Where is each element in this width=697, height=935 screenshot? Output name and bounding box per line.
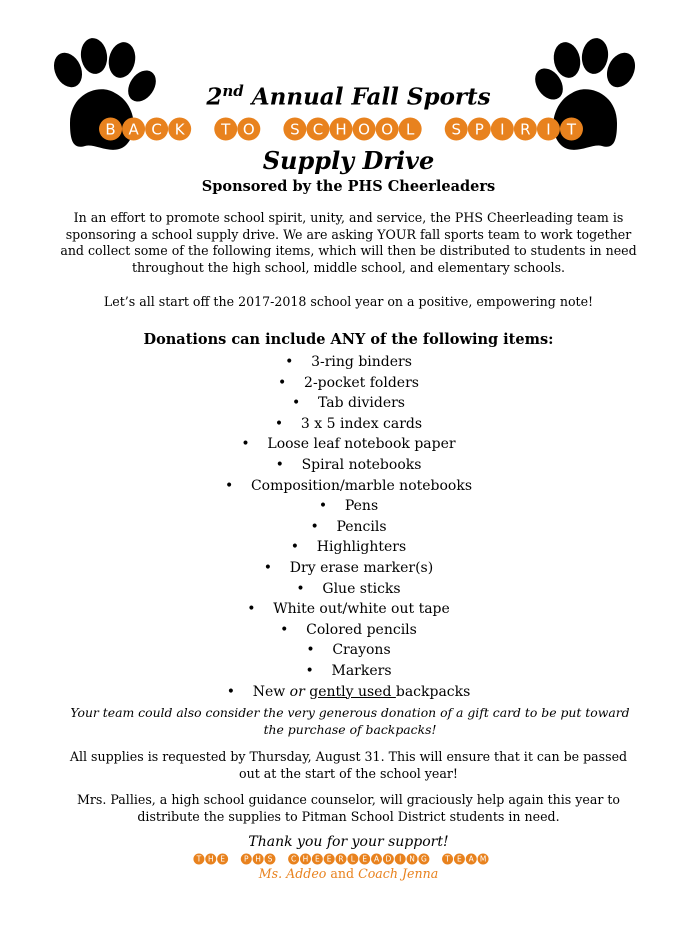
list-item-label: Crayons [332, 642, 391, 659]
banner-letter: H [302, 854, 309, 864]
banner-letter: H [255, 854, 261, 864]
banner-letter: A [468, 854, 474, 864]
deadline-paragraph: All supplies is requested by Thursday, August 31. This will ensure that it can be passed out at the start of the school year! [69, 749, 628, 781]
banner-letter: E [326, 854, 332, 864]
intro-paragraph: In an effort to promote school spirit, unity, and service, the PHS Cheerleading team is sponsoring a school supply drive. We are asking YOUR fall sports team to work together and collect some of the following items, which will then be distributed to students in need throughout the high school, middle school, and elementary schools. [60, 210, 637, 275]
list-item [0, 414, 697, 435]
banner-letter: G [420, 854, 427, 864]
list-item [0, 620, 697, 641]
banner-letter: H [335, 120, 347, 139]
list-item [0, 558, 697, 579]
banner-letter: L [350, 854, 355, 864]
banner-letter: H [207, 854, 214, 864]
bullet-icon: • [306, 642, 315, 659]
spirit-banner-letters [99, 118, 583, 141]
banner-letter: S [267, 854, 273, 864]
team-banner-letters [193, 854, 488, 865]
list-item-label: Loose leaf notebook paper [267, 436, 456, 453]
list-item [0, 476, 697, 497]
list-item [0, 640, 697, 661]
banner-letter: D [385, 854, 392, 864]
list-item [0, 537, 697, 558]
list-item [0, 517, 697, 538]
list-item-label: Tab dividers [318, 395, 405, 412]
banner-letter: T [445, 854, 450, 864]
banner-letter: P [244, 854, 249, 864]
counselor-paragraph: Mrs. Pallies, a high school guidance counselor, will graciously help again this year to distribute the supplies to Pitman School District students in need. [77, 792, 620, 824]
bullet-icon: • [292, 395, 301, 412]
banner-letter: A [128, 120, 139, 139]
bullet-icon: • [318, 498, 328, 515]
banner-letter: S [451, 120, 462, 139]
banner-letter: I [399, 854, 402, 864]
banner-letter: L [405, 120, 415, 139]
list-item [0, 434, 697, 455]
list-item [0, 579, 697, 600]
bullet-icon: • [224, 477, 234, 494]
bullet-icon: • [278, 374, 287, 391]
list-item-label: 2-pocket folders [304, 374, 419, 391]
list-item [0, 455, 697, 476]
list-item [0, 496, 697, 517]
list-item-label: Dry erase marker(s) [289, 559, 434, 576]
banner-letter: S [290, 120, 300, 139]
banner-letter: E [220, 854, 225, 864]
team-banner [193, 852, 489, 866]
list-item: • New or gently used backpacks [0, 682, 697, 703]
banner-letter: R [520, 120, 531, 139]
list-item-label: Colored pencils [306, 621, 417, 638]
list-item [0, 393, 697, 414]
bullet-icon: • [290, 539, 300, 556]
sponsor-line: Sponsored by the PHS Cheerleaders [201, 178, 496, 195]
list-item [0, 352, 697, 373]
bullet-icon: • [280, 621, 289, 638]
bullet-icon: • [226, 683, 235, 700]
banner-letter: I [500, 120, 505, 139]
banner-letter: K [174, 120, 185, 139]
list-item-label: Markers [331, 662, 392, 679]
banner-letter: O [381, 120, 394, 139]
banner-letter: N [409, 854, 415, 864]
banner-letter: T [196, 854, 202, 864]
start-line: Let’s all start off the 2017-2018 school year on a positive, empowering note! [103, 294, 594, 309]
list-item-label: 3 x 5 index cards [300, 415, 423, 432]
banner-letter: O [358, 120, 370, 139]
list-item-label: Pens [344, 498, 379, 515]
list-item-label: Composition/marble notebooks [250, 477, 473, 494]
supply-list [0, 352, 697, 702]
coaches-line: Ms. Addeo and Coach Jenna [258, 866, 439, 881]
bullet-icon: • [241, 436, 250, 453]
bullet-icon: • [310, 518, 319, 535]
thank-you-line: Thank you for your support! [248, 834, 449, 850]
list-item [0, 599, 697, 620]
list-item-label: 3-ring binders [311, 354, 412, 370]
banner-letter: O [242, 120, 255, 139]
banner-letter: P [474, 120, 484, 139]
list-item-label: Pencils [336, 518, 387, 535]
list-item [0, 661, 697, 682]
banner-letter: B [105, 120, 116, 139]
banner-letter: T [566, 120, 577, 139]
banner-letter: M [479, 854, 487, 864]
bullet-icon: • [285, 354, 294, 370]
gift-card-note: Your team could also consider the very generous donation of a gift card to be put toward the purchase of backpacks! [70, 705, 630, 737]
banner-letter: T [221, 120, 231, 139]
spirit-banner [99, 112, 583, 146]
banner-letter: E [362, 854, 368, 864]
banner-letter: C [151, 120, 162, 139]
list-item-label: White out/white out tape [273, 601, 450, 618]
banner-letter: E [314, 854, 320, 864]
bullet-icon: • [296, 580, 305, 597]
list-item-label: Glue sticks [322, 580, 401, 597]
banner-letter: C [312, 120, 324, 139]
title-line-1: 2nd Annual Fall Sports [206, 82, 491, 111]
title-line-2: Supply Drive [262, 146, 435, 175]
banner-letter: I [546, 120, 551, 139]
list-item-label: Spiral notebooks [301, 456, 422, 473]
list-item [0, 373, 697, 394]
banner-letter: E [457, 854, 462, 864]
bullet-icon: • [305, 662, 314, 679]
bullet-icon: • [275, 456, 284, 473]
banner-letter: R [338, 854, 344, 864]
bullet-icon: • [274, 415, 284, 432]
list-item-label: Highlighters [316, 539, 407, 556]
banner-letter: C [291, 854, 297, 864]
donations-heading: Donations can include ANY of the following items: [143, 331, 554, 348]
bullet-icon: • [247, 601, 256, 618]
bullet-icon: • [263, 559, 273, 576]
banner-letter: A [373, 854, 380, 864]
